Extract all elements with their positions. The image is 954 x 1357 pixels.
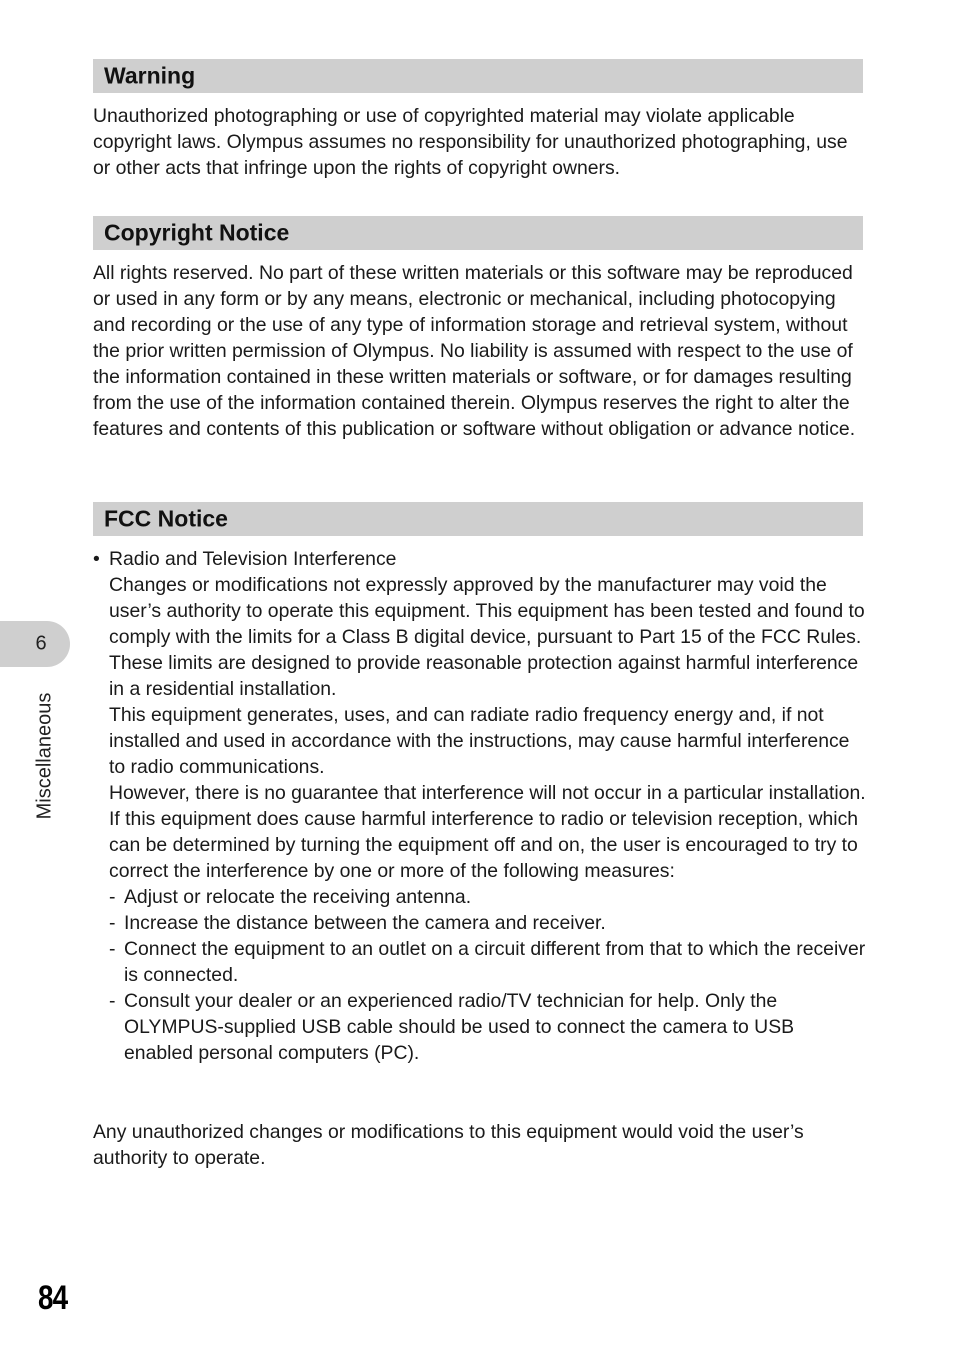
measure-text: Adjust or relocate the receiving antenna. — [124, 886, 472, 908]
measure-item — [93, 936, 868, 988]
copyright-header — [93, 216, 863, 250]
dash-icon: - — [109, 912, 116, 934]
warning-body: Unauthorized photographing or use of copyrighted material may violate applicable copyright laws. Olympus assumes no responsibility for unauthorized photographing, use or other acts that infringe upon the rights of copyright owners. — [93, 105, 848, 179]
measure-item — [93, 988, 868, 1066]
dash-icon: - — [109, 990, 116, 1012]
fcc-title: FCC Notice — [104, 505, 228, 532]
chapter-label-text: Miscellaneous — [33, 692, 56, 820]
page-number: 84 — [38, 1279, 68, 1317]
fcc-body — [93, 546, 868, 1066]
fcc-closing: Any unauthorized changes or modifications to this equipment would void the user’s authority to operate. — [93, 1121, 804, 1169]
bullet-icon: • — [93, 548, 100, 570]
measure-text: Connect the equipment to an outlet on a circuit different from that to which the receiver is connected. — [124, 938, 866, 986]
measure-text: Consult your dealer or an experienced radio/TV technician for help. Only the OLYMPUS-supplied USB cable should be used to connect the camera to USB enabled personal computers (PC). — [124, 990, 795, 1064]
chapter-number: 6 — [35, 632, 47, 655]
dash-icon: - — [109, 938, 116, 960]
fcc-bullet-item — [93, 546, 868, 572]
dash-icon: - — [109, 886, 116, 908]
fcc-paragraph: However, there is no guarantee that interference will not occur in a particular installation. If this equipment does cause harmful interference to radio or television reception, which can be determined by turning the equipment off and on, the user is encouraged to try to correct the interference by one or more of the following measures: — [109, 782, 866, 882]
measure-item — [93, 910, 868, 936]
chapter-tab — [0, 621, 70, 667]
measure-item — [93, 884, 868, 910]
fcc-header — [93, 502, 863, 536]
fcc-paragraph: This equipment generates, uses, and can radiate radio frequency energy and, if not installed and used in accordance with the instructions, may cause harmful interference to radio communications. — [109, 704, 850, 778]
warning-title: Warning — [104, 62, 196, 89]
copyright-body: All rights reserved. No part of these written materials or this software may be reproduced or used in any form or by any means, electronic or mechanical, including photocopying and recording or the use of any type of information storage and retrieval system, without the prior written permission of Olympus. No liability is assumed with respect to the use of the information contained in these written materials or software, or for damages resulting from the use of the information contained therein. Olympus reserves the right to alter the features and contents of this publication or software without obligation or advance notice. — [93, 262, 856, 440]
measure-text: Increase the distance between the camera and receiver. — [124, 912, 606, 934]
chapter-label — [30, 682, 60, 830]
copyright-title: Copyright Notice — [104, 219, 290, 246]
warning-header — [93, 59, 863, 93]
fcc-bullet-heading: Radio and Television Interference — [109, 548, 397, 570]
fcc-paragraph: Changes or modifications not expressly approved by the manufacturer may void the user’s authority to operate this equipment. This equipment has been tested and found to comply with the limits for a Class B digital device, pursuant to Part 15 of the FCC Rules. These limits are designed to provide reasonable protection against harmful interference in a residential installation. — [109, 574, 865, 700]
